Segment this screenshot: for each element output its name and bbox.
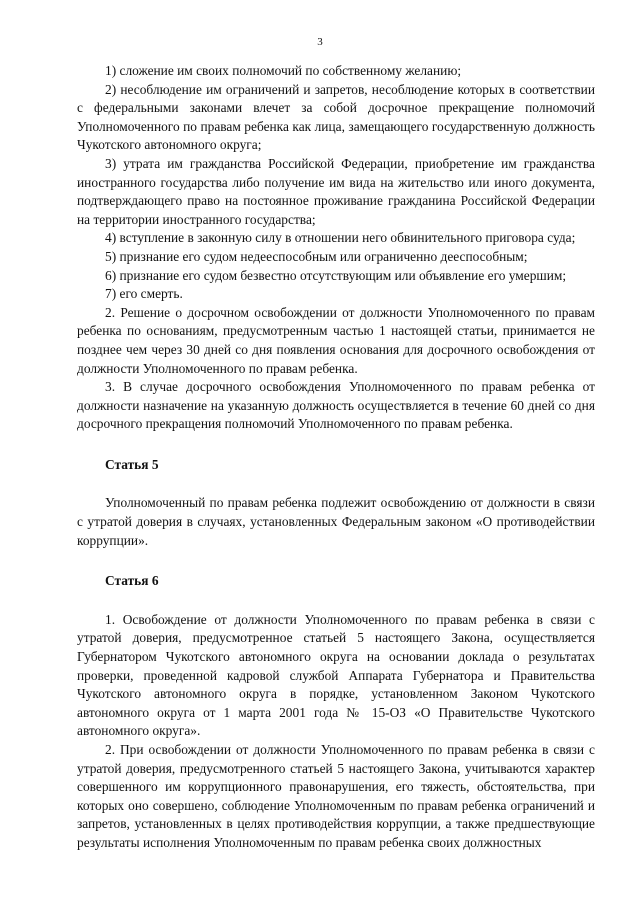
list-item-6: 6) признание его судом безвестно отсутствующим или объявление его умершим; <box>105 267 567 283</box>
paragraph-part-2: 2. Решение о досрочном освобождении от должности Уполномоченного по правам ребенка по основаниям, предусмотренным частью 1 настоящей статьи, принимается не позднее чем через 30 дней со дня появления основания для досрочного освобождения от должности Уполномоченного по правам ребенка. <box>77 304 595 376</box>
article-5-heading: Статья 5 <box>105 456 159 472</box>
article-6-paragraph-1: 1. Освобождение от должности Уполномоченного по правам ребенка в связи с утратой доверия, предусмотренное статьей 5 настоящего Закона, осуществляется Губернатором Чукотского автономного округа на основании доклада о результатах проверки, проведенной кадровой службой Аппарата Губернатора и Правительства Чукотского автономного округа в порядке, установленном Законом Чукотского автономного округа от 1 марта 2001 года № 15-ОЗ «О Правительстве Чукотского автономного округа». <box>77 611 595 739</box>
list-item-3: 3) утрата им гражданства Российской Федерации, приобретение им гражданства иностранного государства либо получение им вида на жительство или иного документа, подтверждающего право на постоянное проживание гражданина Российской Федерации на территории иностранного государства; <box>77 155 595 227</box>
list-item-5: 5) признание его судом недееспособным или ограниченно дееспособным; <box>105 248 528 264</box>
page-number: 3 <box>317 36 323 48</box>
list-item-1: 1) сложение им своих полномочий по собственному желанию; <box>105 63 462 78</box>
paragraph-part-3: 3. В случае досрочного освобождения Уполномоченного по правам ребенка от должности назначение на указанную должность осуществляется в течение 60 дней со дня досрочного прекращения полномочий Уполномоченного по правам ребенка. <box>77 379 595 432</box>
article-5-paragraph: Уполномоченный по правам ребенка подлежит освобождению от должности в связи с утратой доверия в случаях, установленных Федеральным законом «О противодействии коррупции». <box>77 495 595 548</box>
list-item-4: 4) вступление в законную силу в отношении него обвинительного приговора суда; <box>105 230 576 246</box>
article-6-paragraph-2: 2. При освобождении от должности Уполномоченного по правам ребенка в связи с утратой доверия, предусмотренного статьей 5 настоящего Закона, учитываются характер совершенного им коррупционного правонарушения, его тяжесть, обстоятельства, при которых оно совершено, соблюдение Уполномоченным по правам ребенка ограничений и запретов, установленных в целях противодействия коррупции, а также предшествующие результаты исполнения Уполномоченным по правам ребенка своих должностных <box>77 742 595 850</box>
list-item-2: 2) несоблюдение им ограничений и запретов, несоблюдение которых в соответствии с федеральными законами влечет за собой досрочное прекращение полномочий Уполномоченного по правам ребенка как лица, замещающего государственную должность Чукотского автономного округа; <box>77 81 595 153</box>
list-item-7: 7) его смерть. <box>105 286 183 302</box>
document-body <box>77 62 595 853</box>
article-6-heading: Статья 6 <box>105 573 159 589</box>
